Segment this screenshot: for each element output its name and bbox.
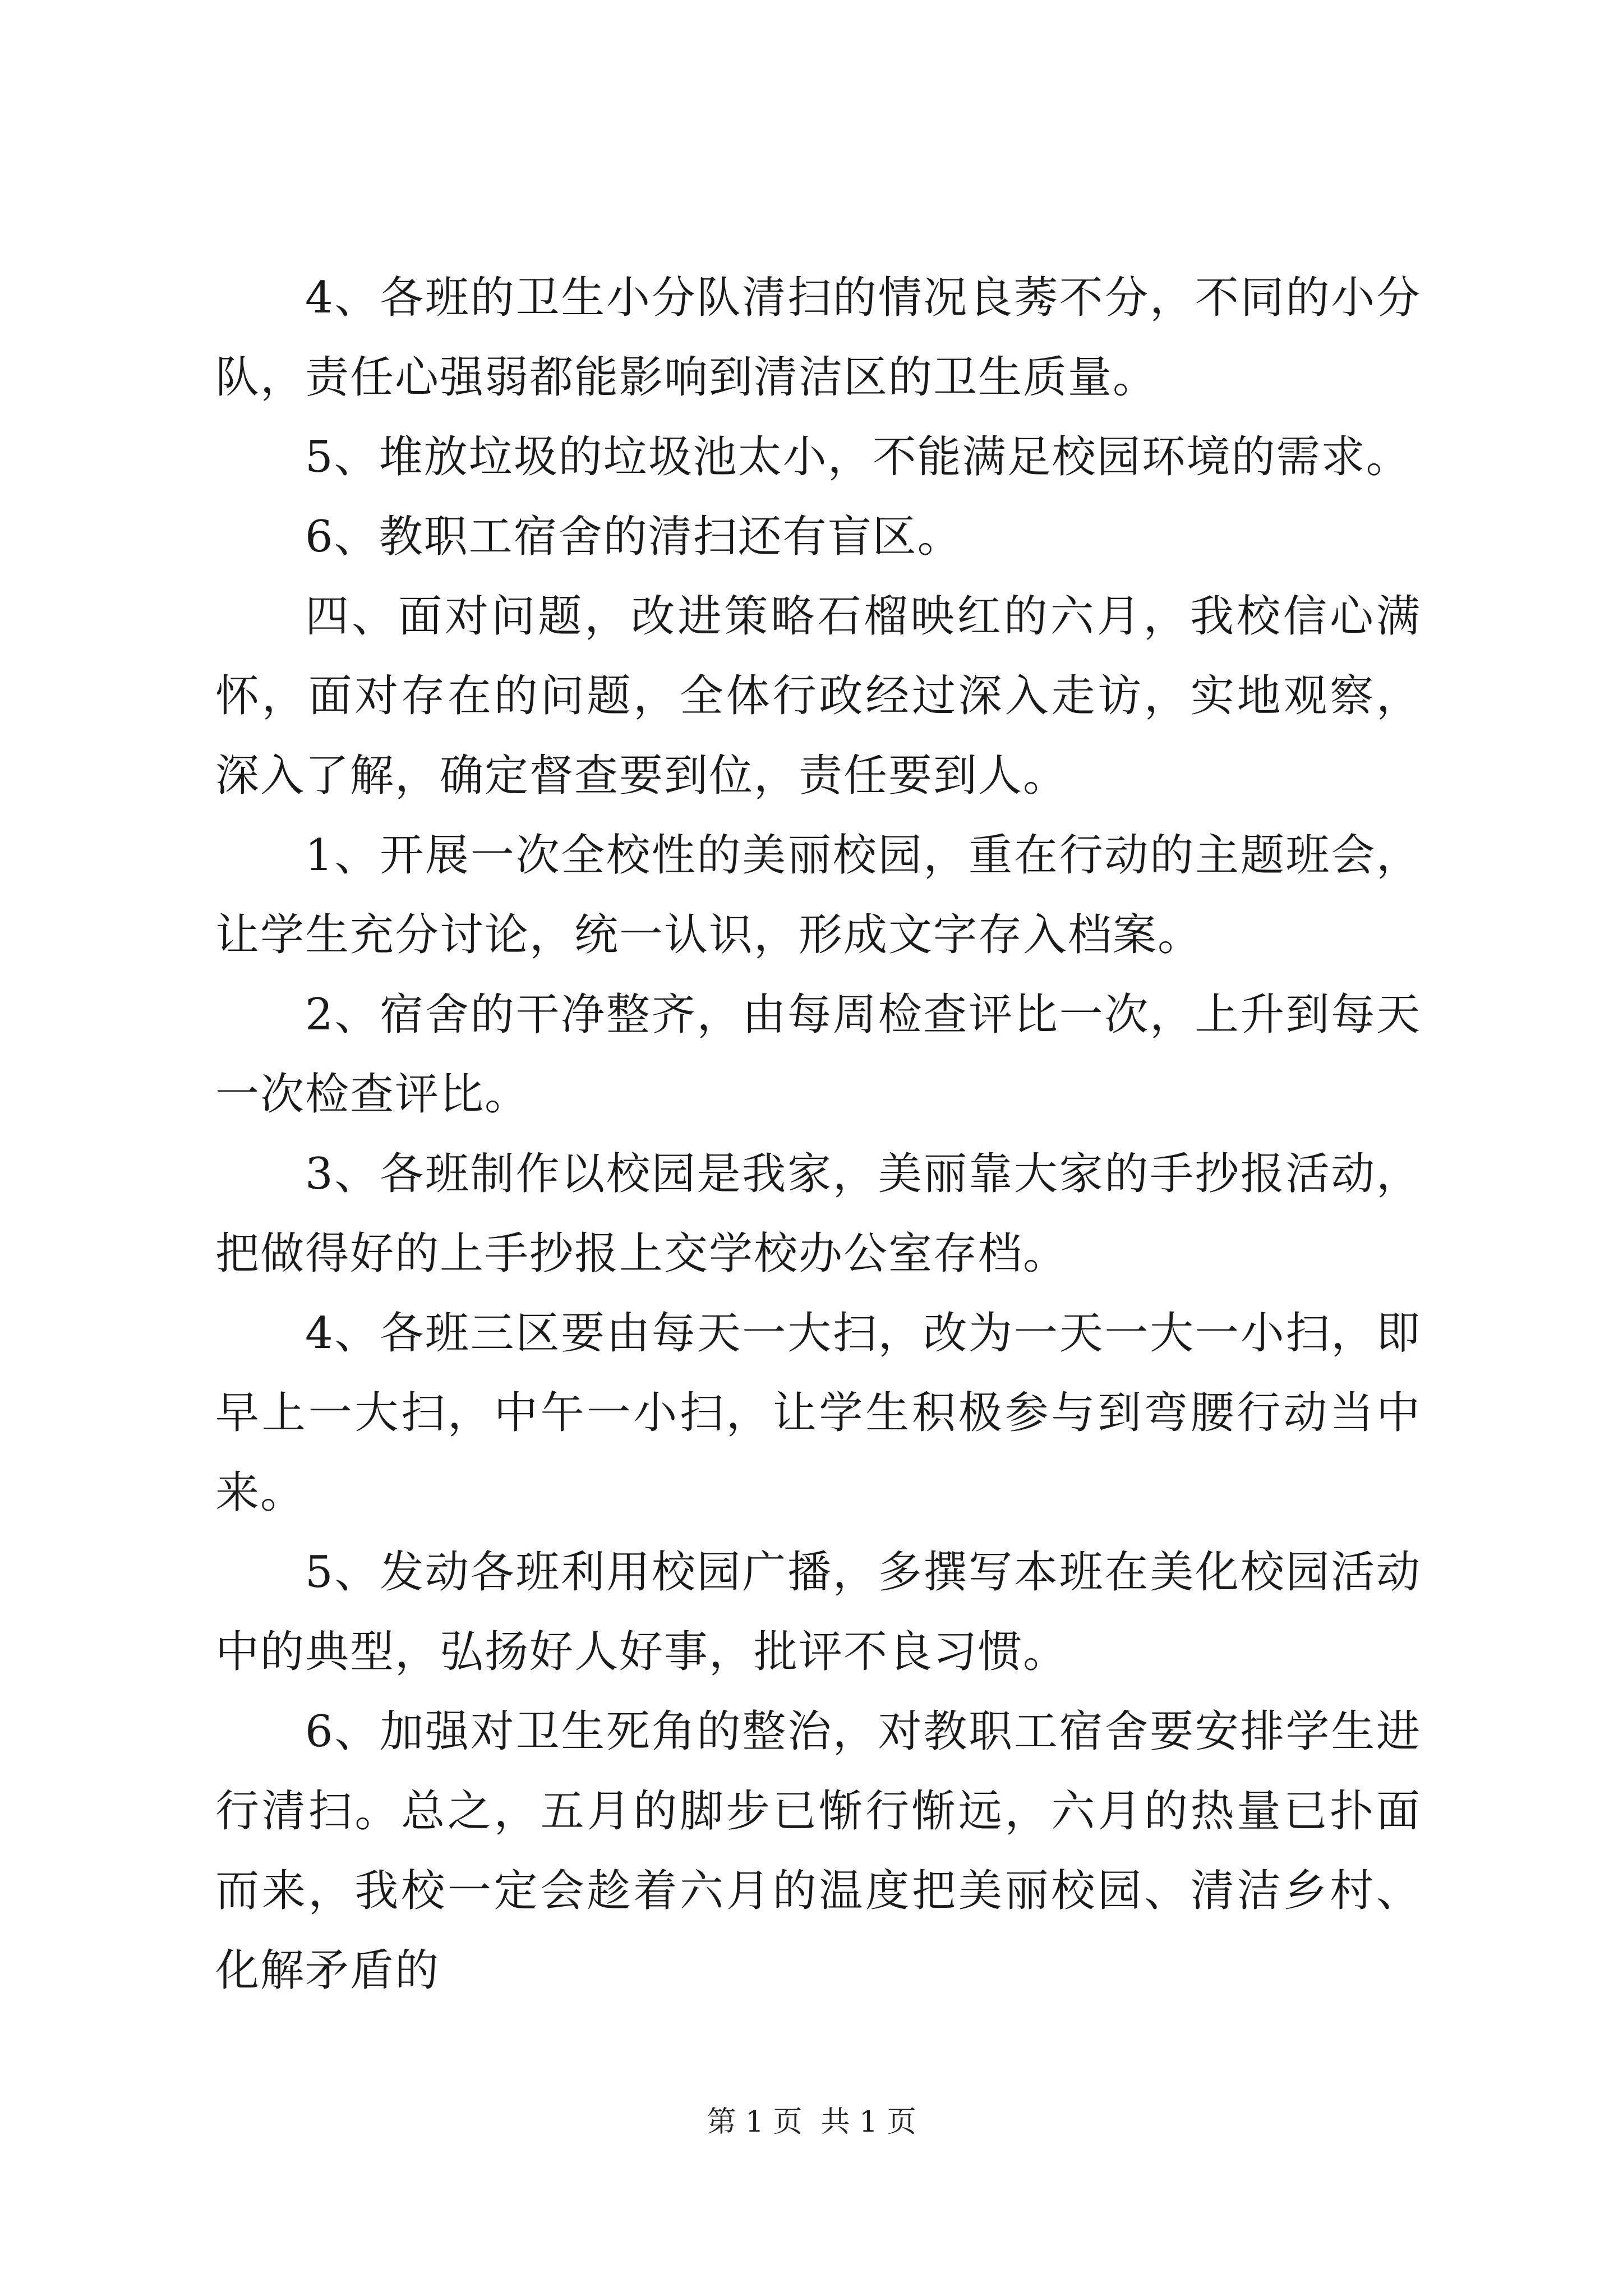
paragraph: 四、面对问题，改进策略石榴映红的六月，我校信心满怀，面对存在的问题，全体行政经过深入走访，实地观察，深入了解，确定督查要到位，责任要到人。 bbox=[215, 591, 1421, 801]
paragraph: 1、开展一次全校性的美丽校园，重在行动的主题班会，让学生充分讨论，统一认识，形成文字存入档案。 bbox=[215, 830, 1421, 960]
paragraph: 5、堆放垃圾的垃圾池太小，不能满足校园环境的需求。 bbox=[305, 432, 1411, 482]
document-body bbox=[215, 258, 1421, 2010]
paragraph: 4、各班的卫生小分队清扫的情况良莠不分，不同的小分队，责任心强弱都能影响到清洁区的卫生质量。 bbox=[215, 273, 1421, 403]
page-footer bbox=[0, 2102, 1623, 2142]
paragraph: 5、发动各班利用校园广播，多撰写本班在美化校园活动中的典型，弘扬好人好事，批评不良习惯。 bbox=[215, 1547, 1421, 1677]
paragraph: 2、宿舍的干净整齐，由每周检查评比一次，上升到每天一次检查评比。 bbox=[215, 990, 1421, 1120]
paragraph: 6、教职工宿舍的清扫还有盲区。 bbox=[305, 512, 962, 562]
paragraph: 4、各班三区要由每天一大扫，改为一天一大一小扫，即早上一大扫，中午一小扫，让学生积极参与到弯腰行动当中来。 bbox=[215, 1308, 1421, 1518]
paragraph: 6、加强对卫生死角的整治，对教职工宿舍要安排学生进行清扫。总之，五月的脚步已惭行惭远，六月的热量已扑面而来，我校一定会趁着六月的温度把美丽校园、清洁乡村、化解矛盾的 bbox=[215, 1706, 1421, 1996]
page-number-label: 第 1 页 共 1 页 bbox=[707, 2105, 916, 2139]
paragraph: 3、各班制作以校园是我家，美丽靠大家的手抄报活动，把做得好的上手抄报上交学校办公室存档。 bbox=[215, 1149, 1421, 1279]
